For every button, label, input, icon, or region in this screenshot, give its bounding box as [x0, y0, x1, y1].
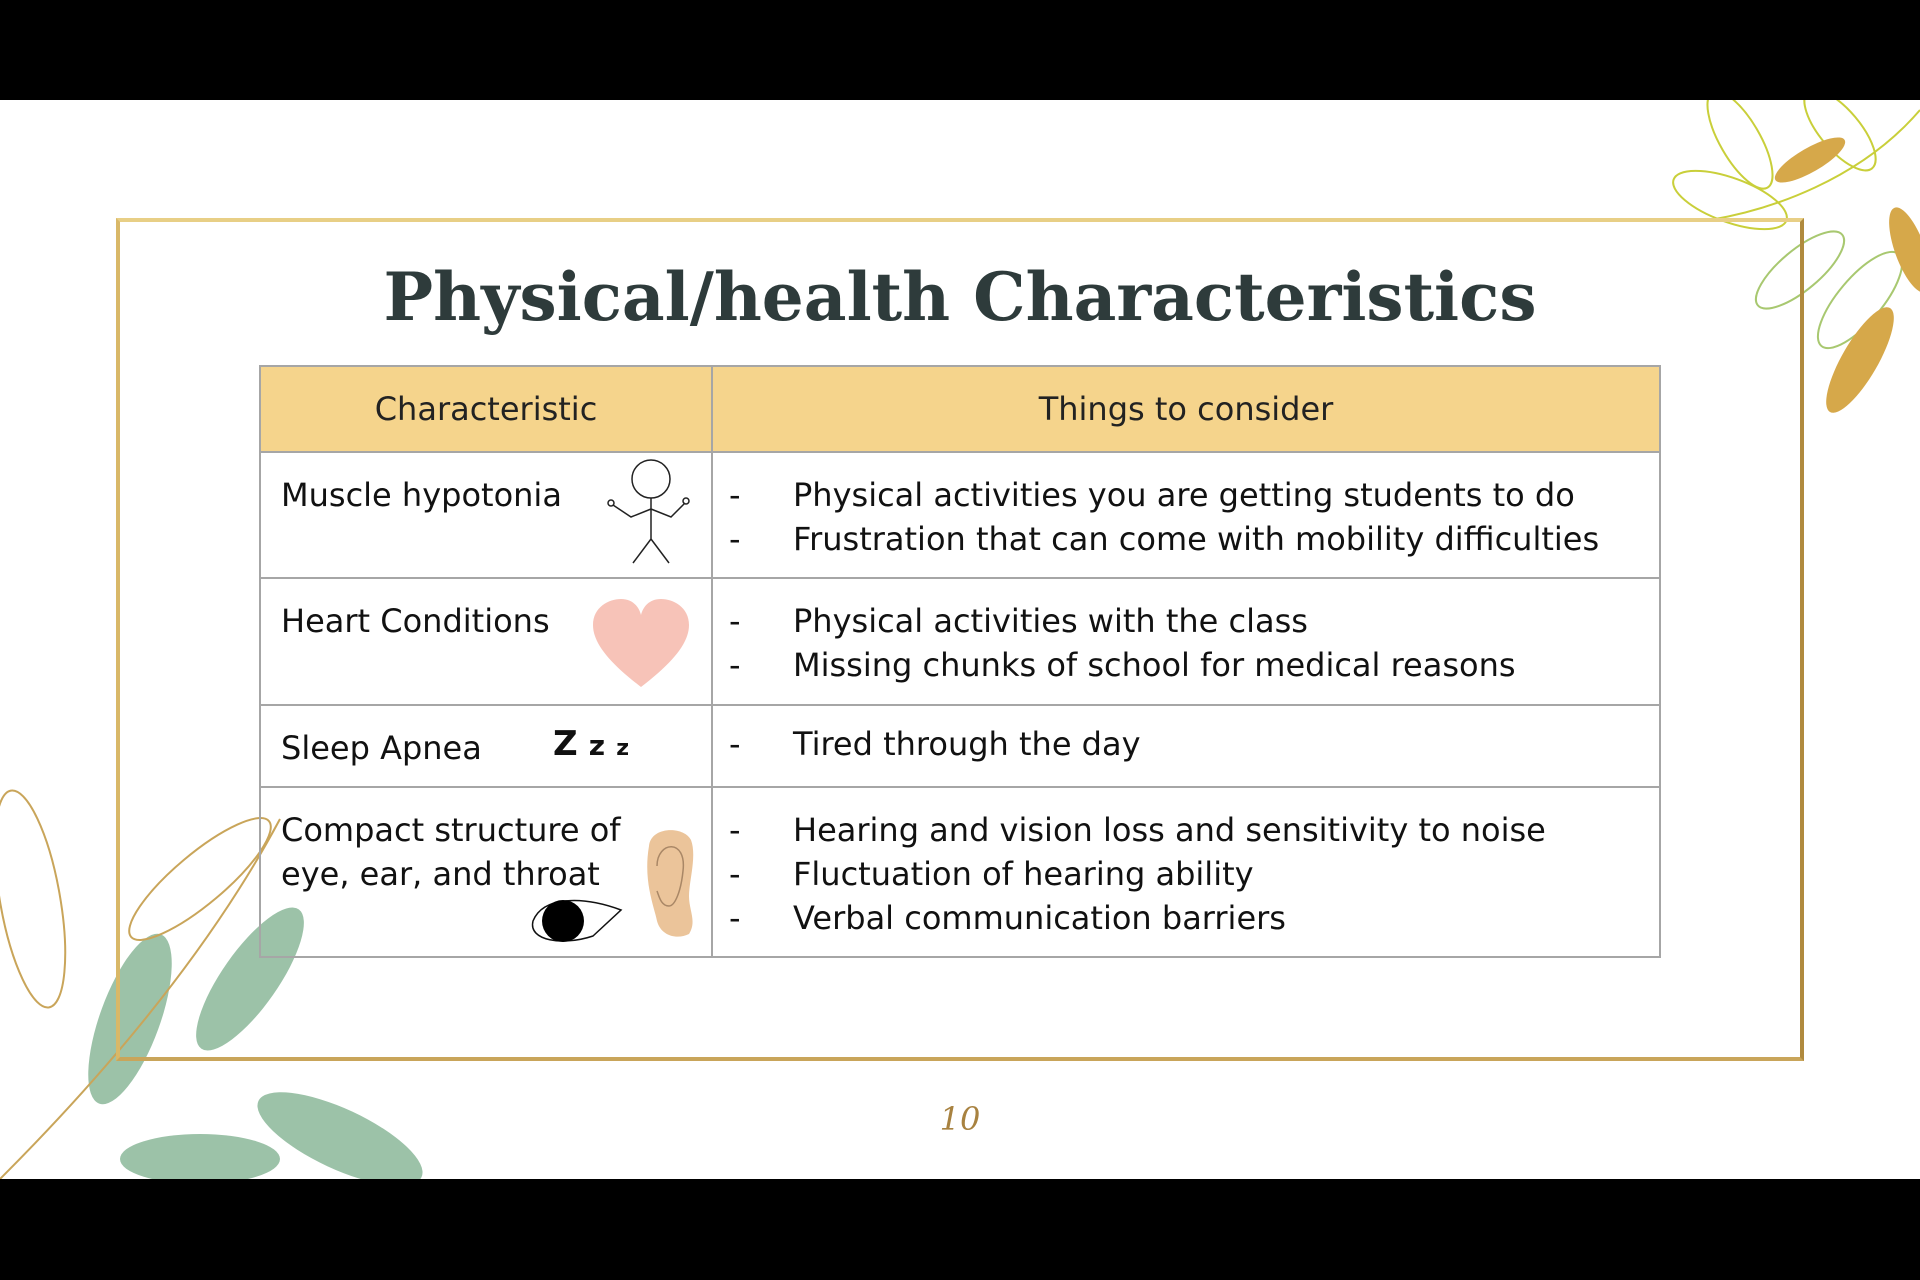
- zzz-icon: Z z z: [553, 724, 630, 764]
- list-item: - Hearing and vision loss and sensitivity to noise: [713, 808, 1659, 852]
- characteristic-label: Heart Conditions: [281, 602, 550, 640]
- slide: [0, 100, 1920, 1179]
- list-item: - Missing chunks of school for medical reasons: [713, 643, 1659, 687]
- header-things-to-consider: Things to consider: [712, 366, 1660, 452]
- table-row: [260, 705, 1660, 787]
- characteristic-label: Compact structure of eye, ear, and throat: [281, 811, 621, 893]
- list-item: - Frustration that can come with mobility difficulties: [713, 517, 1659, 561]
- stick-figure-icon: [601, 459, 691, 575]
- characteristic-label: Sleep Apnea: [281, 729, 482, 767]
- list-item: - Physical activities you are getting students to do: [713, 473, 1659, 517]
- eye-icon: [523, 896, 623, 946]
- ear-icon: [639, 826, 699, 938]
- characteristic-label: Muscle hypotonia: [281, 476, 562, 514]
- list-item: - Fluctuation of hearing ability: [713, 852, 1659, 896]
- page-number: 10: [939, 1100, 981, 1138]
- heart-icon: [591, 599, 691, 689]
- list-item: - Physical activities with the class: [713, 599, 1659, 643]
- considerations-list: [713, 453, 1659, 561]
- list-item: - Tired through the day: [713, 722, 1659, 766]
- table-row: [260, 452, 1660, 578]
- characteristics-table: [259, 365, 1661, 958]
- table-header-row: [260, 366, 1660, 452]
- list-item: - Verbal communication barriers: [713, 896, 1659, 940]
- table-row: [260, 578, 1660, 705]
- header-characteristic: Characteristic: [260, 366, 712, 452]
- table-row: [260, 787, 1660, 957]
- slide-title: Physical/health Characteristics: [383, 258, 1537, 336]
